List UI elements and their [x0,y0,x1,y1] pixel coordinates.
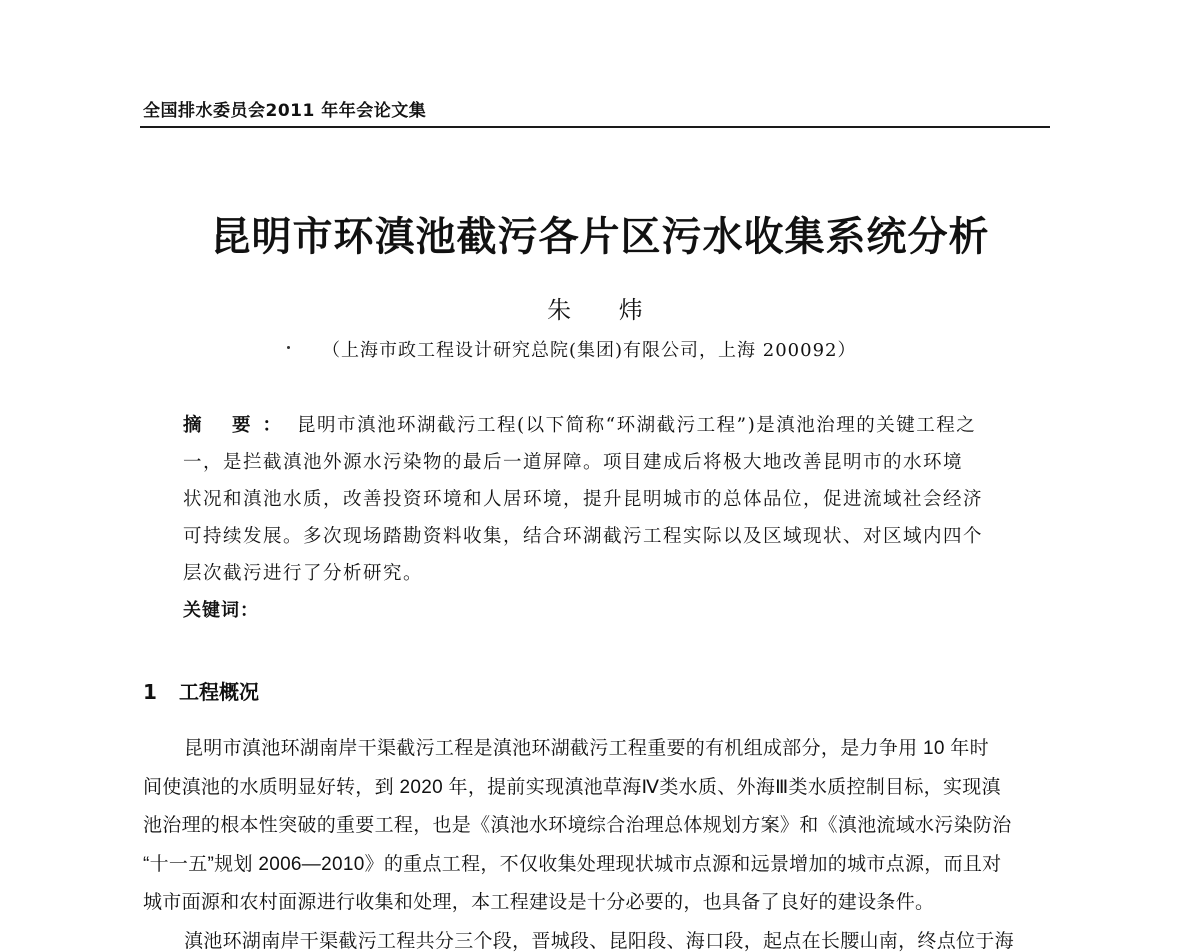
abstract-label: 摘 要： [183,415,293,436]
header-rule [140,126,1050,128]
body-line: 滇池环湖南岸干渠截污工程共分三个段，晋城段、昆阳段、海口段，起点在长腰山南，终点位于海 [184,930,1014,952]
abstract-line: 一，是拦截滇池外源水污染物的最后一道屏障。项目建成后将极大地改善昆明市的水环境 [183,452,964,473]
abstract-line: 层次截污进行了分析研究。 [183,563,424,584]
abstract-block [183,407,1013,629]
abstract-line: 可持续发展。多次现场踏勘资料收集，结合环湖截污工程实际以及区域现状、对区域内四个 [183,526,984,547]
keywords-label: 关键词： [183,600,259,621]
scan-speck [287,346,290,349]
body-line: 池治理的根本性突破的重要工程，也是《滇池水环境综合治理总体规划方案》和《滇池流域水污染防治 [143,815,1012,836]
section-heading [143,676,259,705]
author-affiliation: （上海市政工程设计研究总院(集团)有限公司，上海 200092） [322,340,857,361]
body-line: 昆明市滇池环湖南岸干渠截污工程是滇池环湖截污工程重要的有机组成部分，是力争用 10 年时 [184,738,989,759]
section-body [143,730,1053,952]
paper-title: 昆明市环滇池截污各片区污水收集系统分析 [210,214,990,260]
abstract-line: 状况和滇池水质，改善投资环境和人居环境，提升昆明城市的总体品位，促进流域社会经济 [183,489,984,510]
abstract-line [183,407,1013,444]
author-name: 朱 炜 [547,296,663,324]
section-number: 1 [143,680,157,704]
section-title: 工程概况 [179,680,259,704]
body-line: “十一五”规划 2006—2010》的重点工程，不仅收集处理现状城市点源和远景增加的城市点源，而且对 [143,853,1002,875]
body-line: 间使滇池的水质明显好转，到 2020 年，提前实现滇池草海Ⅳ类水质、外海Ⅲ类水质控制目标，实现滇 [143,776,1001,798]
keywords-line [183,592,1013,629]
abstract-text: 昆明市滇池环湖截污工程(以下简称“环湖截污工程”)是滇池治理的关键工程之 [296,415,977,436]
running-header: 全国排水委员会2011 年年会论文集 [143,101,427,121]
body-line: 城市面源和农村面源进行收集和处理，本工程建设是十分必要的，也具备了良好的建设条件。 [143,892,935,913]
